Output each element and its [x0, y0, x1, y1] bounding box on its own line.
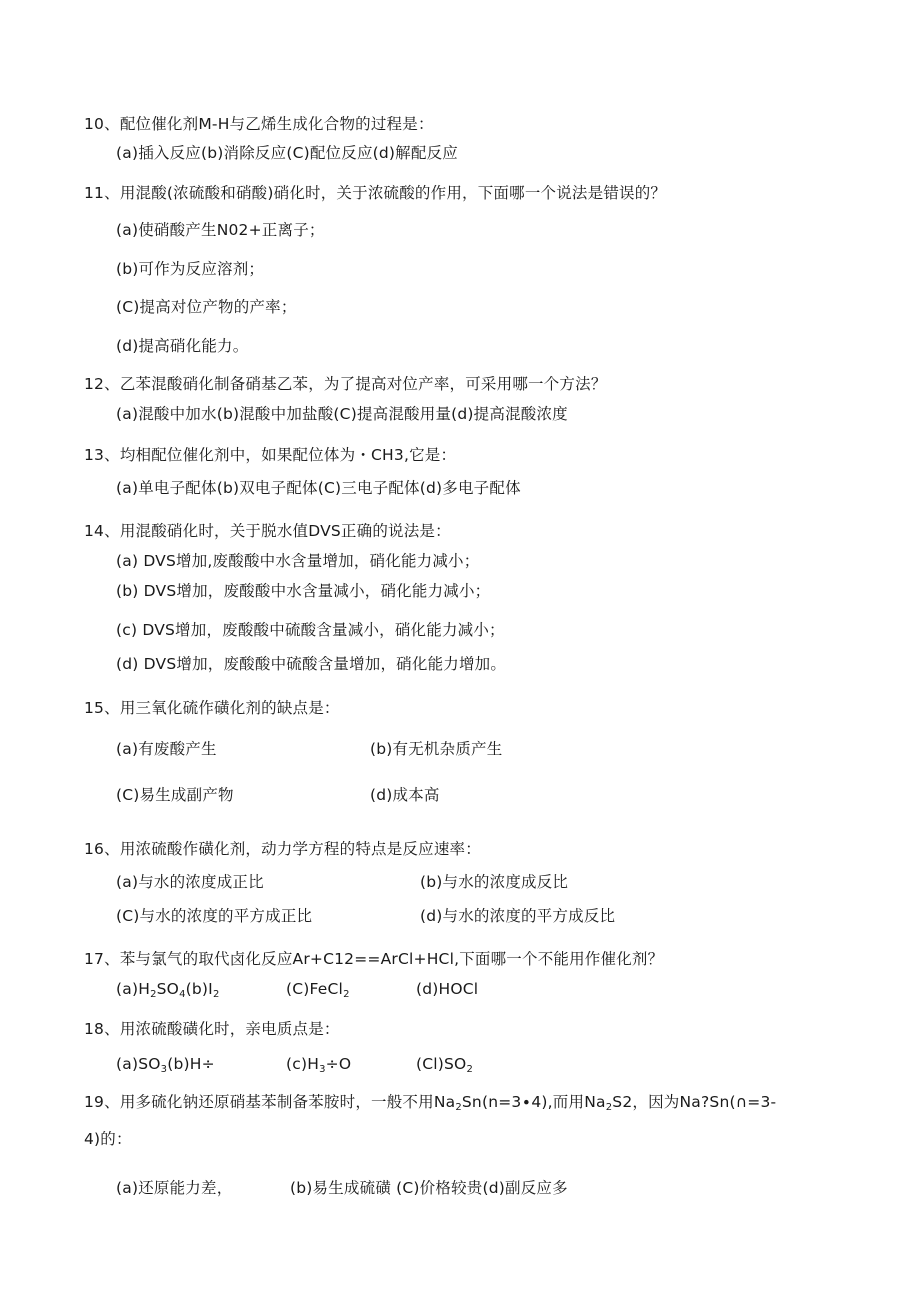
q17-subscript: 2 — [150, 989, 157, 1000]
question-13-options: (a)单电子配体(b)双电子配体(C)三电子配体(d)多电子配体 — [116, 479, 521, 497]
question-14-option-b: (b) DVS增加，废酸酸中水含量减小，硝化能力减小； — [116, 582, 491, 600]
question-16-option-b: (b)与水的浓度成反比 — [420, 873, 569, 891]
question-12-options: (a)混酸中加水(b)混酸中加盐酸(C)提高混酸用量(d)提高混酸浓度 — [116, 405, 568, 423]
question-15-option-a: (a)有废酸产生 — [116, 740, 217, 758]
q19-subscript: 2 — [455, 1102, 462, 1113]
question-11-option-b: (b)可作为反应溶剂； — [116, 260, 265, 278]
q19-stem-part: S2，因为Na?Sn(∩=3- — [612, 1093, 777, 1111]
q17-subscript: 4 — [179, 989, 186, 1000]
q17-c-part: (C)FeCl — [286, 980, 344, 998]
question-10-options: (a)插入反应(b)消除反应(C)配位反应(d)解配反应 — [116, 144, 458, 162]
question-15-option-c: (C)易生成副产物 — [116, 786, 234, 804]
question-14-option-a: (a) DVS增加,废酸酸中水含量增加，硝化能力减小； — [116, 552, 480, 570]
q18-c-part: (c)H — [286, 1055, 320, 1073]
q18-c-part: ÷O — [325, 1055, 352, 1073]
question-11-option-a: (a)使硝酸产生N02+正离子； — [116, 221, 325, 239]
question-15-option-d: (d)成本高 — [370, 786, 440, 804]
question-19-stem-line1 — [84, 1092, 776, 1112]
question-17-stem: 17、苯与氯气的取代卤化反应Ar+C12==ArCl+HCl,下面哪一个不能用作催化剂？ — [84, 950, 664, 968]
question-19-options-bcd: (b)易生成硫磺 (C)价格较贵(d)副反应多 — [290, 1179, 568, 1197]
question-16-option-d: (d)与水的浓度的平方成反比 — [420, 907, 616, 925]
q19-stem-part: Sn(n=3∙4),而用Na — [461, 1093, 606, 1111]
question-14-stem: 14、用混酸硝化时，关于脱水值DVS正确的说法是： — [84, 522, 451, 540]
q18-ab-part: (b)H÷ — [167, 1055, 215, 1073]
question-17-option-c — [286, 979, 350, 999]
q18-ab-part: (a)SO — [116, 1055, 161, 1073]
question-11-option-c: (C)提高对位产物的产率； — [116, 298, 297, 316]
question-10-stem: 10、配位催化剂M-H与乙烯生成化合物的过程是： — [84, 115, 434, 133]
question-18-option-d — [416, 1054, 473, 1074]
q17-ab-part: (b)I — [185, 980, 213, 998]
question-15-stem: 15、用三氧化硫作磺化剂的缺点是： — [84, 699, 340, 717]
question-19-option-a: (a)还原能力差， — [116, 1179, 233, 1197]
q19-stem-part: 19、用多硫化钠还原硝基苯制备苯胺时，一般不用Na — [84, 1093, 456, 1111]
question-15-option-b: (b)有无机杂质产生 — [370, 740, 503, 758]
question-18-stem: 18、用浓硫酸磺化时，亲电质点是： — [84, 1020, 340, 1038]
question-14-option-c: (c) DVS增加，废酸酸中硫酸含量减小，硝化能力减小； — [116, 621, 505, 639]
question-17-option-d: (d)HOCl — [416, 980, 479, 998]
q17-subscript: 2 — [212, 989, 220, 1000]
question-19-stem-line2: 4)的： — [84, 1130, 132, 1148]
question-11-option-d: (d)提高硝化能力。 — [116, 337, 249, 355]
question-18-option-c — [286, 1054, 351, 1074]
question-16-option-a: (a)与水的浓度成正比 — [116, 873, 264, 891]
question-16-stem: 16、用浓硫酸作磺化剂，动力学方程的特点是反应速率： — [84, 840, 481, 858]
question-16-option-c: (C)与水的浓度的平方成正比 — [116, 907, 313, 925]
question-12-stem: 12、乙苯混酸硝化制备硝基乙苯，为了提高对位产率，可采用哪一个方法？ — [84, 375, 607, 393]
question-14-option-d: (d) DVS增加，废酸酸中硫酸含量增加，硝化能力增加。 — [116, 655, 507, 673]
question-13-stem: 13、均相配位催化剂中，如果配位体为・CH3,它是： — [84, 446, 457, 464]
question-18-options-ab — [116, 1054, 215, 1074]
q18-d-part: (Cl)SO — [416, 1055, 467, 1073]
q19-subscript: 2 — [605, 1102, 613, 1113]
q18-subscript: 2 — [466, 1064, 474, 1075]
question-17-options-ab — [116, 979, 220, 999]
q18-subscript: 3 — [319, 1064, 326, 1075]
q18-subscript: 3 — [160, 1064, 168, 1075]
q17-ab-part: SO — [156, 980, 180, 998]
q17-ab-part: (a)H — [116, 980, 151, 998]
q17-subscript: 2 — [343, 989, 350, 1000]
question-11-stem: 11、用混酸(浓硫酸和硝酸)硝化时，关于浓硫酸的作用，下面哪一个说法是错误的？ — [84, 184, 667, 202]
